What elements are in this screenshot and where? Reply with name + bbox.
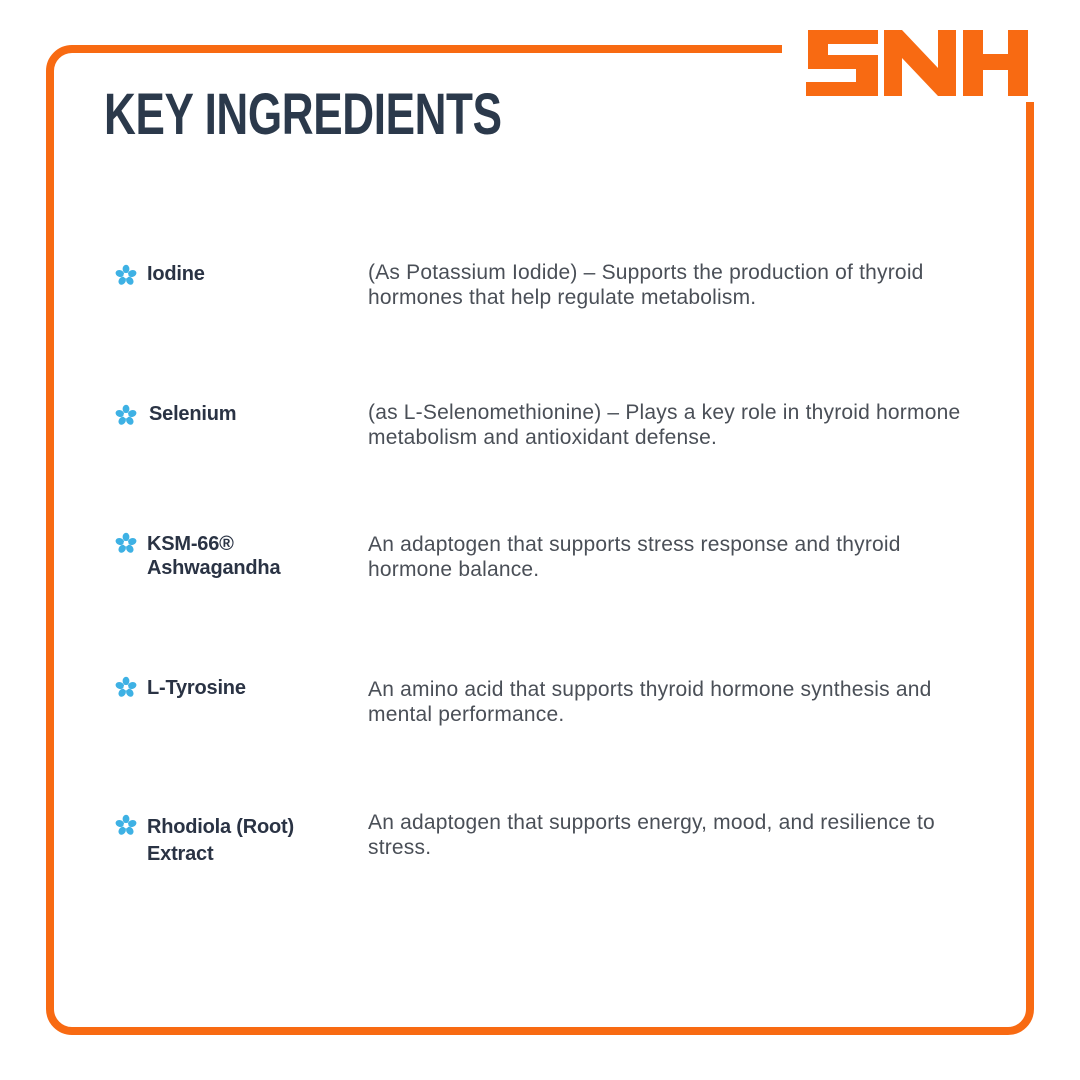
ingredient-name: KSM-66® Ashwagandha: [147, 533, 281, 579]
flower-icon: [115, 404, 137, 426]
ingredient-description: An amino acid that supports thyroid hormone synthesis and mental performance.: [368, 678, 932, 726]
page-title: KEY INGREDIENTS: [104, 82, 502, 147]
flower-icon: [115, 676, 137, 698]
ingredient-description: (as L-Selenomethionine) – Plays a key role in thyroid hormone metabolism and antioxidant defense.: [368, 401, 961, 449]
ingredient-name: L-Tyrosine: [147, 677, 246, 699]
flower-icon: [115, 264, 137, 286]
ingredient-description: An adaptogen that supports energy, mood, and resilience to stress.: [368, 811, 935, 859]
snh-logo: [806, 30, 1028, 96]
ingredient-name: Selenium: [149, 403, 237, 425]
ingredient-description: An adaptogen that supports stress response and thyroid hormone balance.: [368, 533, 901, 581]
ingredient-name: Rhodiola (Root) Extract: [147, 816, 294, 865]
ingredient-name: Iodine: [147, 263, 205, 285]
ingredient-description: (As Potassium Iodide) – Supports the production of thyroid hormones that help regulate metabolism.: [368, 261, 924, 309]
flower-icon: [115, 814, 137, 836]
flower-icon: [115, 532, 137, 554]
